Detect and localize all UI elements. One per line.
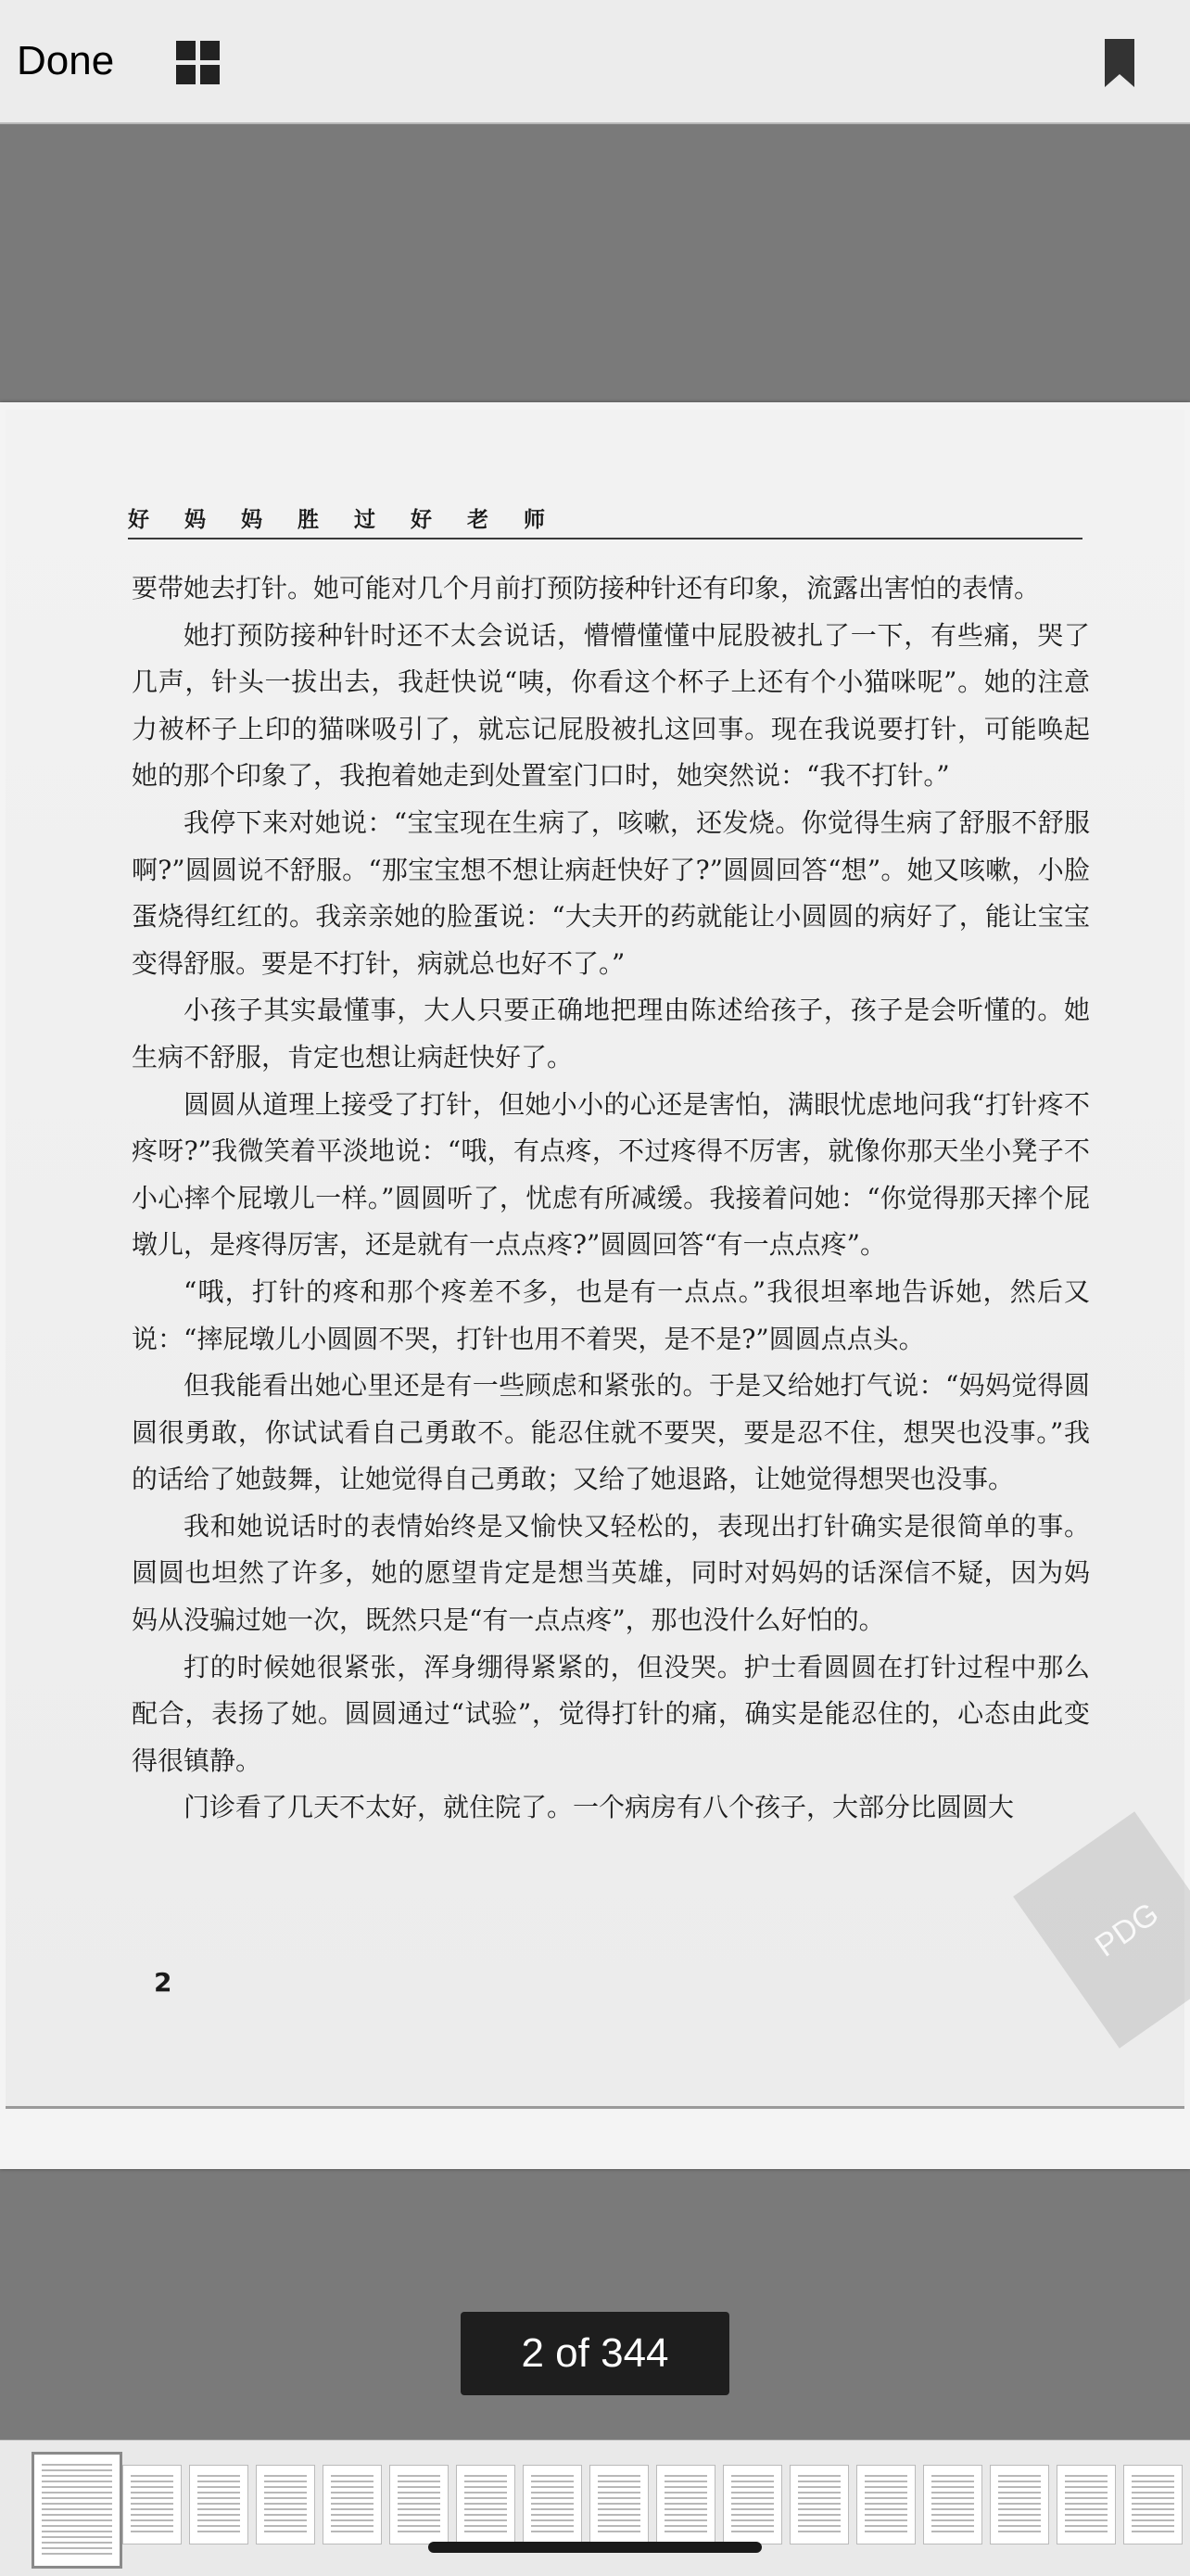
thumbnail-preview: [131, 2475, 173, 2534]
thumbnail-preview: [931, 2475, 974, 2534]
thumbnail[interactable]: [923, 2465, 982, 2544]
scanned-page-image: [6, 410, 1184, 2109]
document-page[interactable]: [0, 402, 1190, 2169]
thumbnail-preview: [665, 2475, 707, 2534]
thumbnail-current[interactable]: [32, 2452, 122, 2569]
page-counter: 2 of 344: [461, 2312, 729, 2395]
grid-icon[interactable]: [176, 41, 221, 85]
body-paragraph: 小孩子其实最懂事，大人只要正确地把理由陈述给孩子，孩子是会听懂的。她生病不舒服，肯定也想让病赶快好了。: [132, 995, 1090, 1072]
thumbnail[interactable]: [723, 2465, 782, 2544]
page-number: 2: [154, 1967, 172, 1998]
thumbnail-preview: [531, 2475, 574, 2534]
thumbnail[interactable]: [656, 2465, 715, 2544]
bookmark-icon-svg: [1103, 37, 1136, 89]
body-paragraph: 她打预防接种针时还不太会说话，懵懵懂懂中屁股被扎了一下，有些痛，哭了几声，针头一拔出去，我赶快说“咦，你看这个杯子上还有个小猫咪呢”。她的注意力被杯子上印的猫咪吸引了，就忘记屁股被扎这回事。现在我说要打针，可能唤起她的那个印象了，我抱着她走到处置室门口时，她突然说：“我不打针。”: [132, 619, 1090, 792]
thumbnail[interactable]: [122, 2465, 182, 2544]
thumbnail-preview: [464, 2475, 507, 2534]
body-paragraph: 我停下来对她说：“宝宝现在生病了，咳嗽，还发烧。你觉得生病了舒服不舒服啊?”圆圆说不舒服。“那宝宝想不想让病赶快好了?”圆圆回答“想”。她又咳嗽，小脸蛋烧得红红的。我亲亲她的脸蛋说：“大夫开的药就能让小圆圆的病好了，能让宝宝变得舒服。要是不打针，病就总也好不了。”: [132, 806, 1090, 979]
thumbnail[interactable]: [790, 2465, 849, 2544]
thumbnail-preview: [1065, 2475, 1108, 2534]
grid-icon-svg: [176, 41, 221, 85]
running-head: 好 妈 妈 胜 过 好 老 师: [128, 507, 560, 532]
thumbnail-preview: [598, 2475, 640, 2534]
thumbnail[interactable]: [323, 2465, 382, 2544]
bookmark-icon[interactable]: [1103, 37, 1136, 89]
thumbnail[interactable]: [1057, 2465, 1116, 2544]
watermark-pdg: PDG: [1013, 1811, 1190, 2049]
thumbnail[interactable]: [389, 2465, 449, 2544]
thumbnail-preview: [331, 2475, 373, 2534]
done-button[interactable]: Done: [17, 38, 115, 83]
thumbnail-preview: [798, 2475, 841, 2534]
thumbnail-preview: [264, 2475, 307, 2534]
body-paragraph: 圆圆从道理上接受了打针，但她小小的心还是害怕，满眼忧虑地问我“打针疼不疼呀?”我微笑着平淡地说：“哦，有点疼，不过疼得不厉害，就像你那天坐小凳子不小心摔个屁墩儿一样。”圆圆听了，忧虑有所减缓。我接着问她：“你觉得那天摔个屁墩儿，是疼得厉害，还是就有一点点疼?”圆圆回答“有一点点疼”。: [132, 1088, 1090, 1261]
home-indicator: [428, 2542, 762, 2553]
top-toolbar: [0, 0, 1190, 124]
thumbnail[interactable]: [589, 2465, 649, 2544]
thumbnail-preview: [42, 2464, 112, 2557]
thumbnail[interactable]: [256, 2465, 315, 2544]
body-paragraph: 打的时候她很紧张，浑身绷得紧紧的，但没哭。护士看圆圆在打针过程中那么配合，表扬了她。圆圆通过“试验”，觉得打针的痛，确实是能忍住的，心态由此变得很镇静。: [132, 1651, 1090, 1776]
body-paragraph: 但我能看出她心里还是有一些顾虑和紧张的。于是又给她打气说：“妈妈觉得圆圆很勇敢，你试试看自己勇敢不。能忍住就不要哭，要是忍不住，想哭也没事。”我的话给了她鼓舞，让她觉得自己勇敢；又给了她退路，让她觉得想哭也没事。: [132, 1370, 1090, 1495]
thumbnail[interactable]: [856, 2465, 916, 2544]
thumbnail-preview: [731, 2475, 774, 2534]
page-body-text: [132, 565, 1090, 1832]
thumbnail-preview: [865, 2475, 907, 2534]
body-paragraph: “哦，打针的疼和那个疼差不多，也是有一点点。”我很坦率地告诉她，然后又说：“摔屁墩儿小圆圆不哭，打针也用不着哭，是不是?”圆圆点点头。: [132, 1275, 1090, 1354]
thumbnail-preview: [1132, 2475, 1174, 2534]
thumbnail-preview: [197, 2475, 240, 2534]
thumbnail-preview: [998, 2475, 1041, 2534]
thumbnail[interactable]: [523, 2465, 582, 2544]
body-paragraph: 要带她去打针。她可能对几个月前打预防接种针还有印象，流露出害怕的表情。: [132, 573, 1041, 603]
thumbnail-strip[interactable]: [0, 2440, 1190, 2576]
thumbnail-preview: [398, 2475, 440, 2534]
body-paragraph: 门诊看了几天不太好，就住院了。一个病房有八个孩子，大部分比圆圆大: [184, 1792, 1015, 1823]
thumbnail[interactable]: [189, 2465, 248, 2544]
header-rule: [128, 538, 1082, 539]
thumbnail[interactable]: [456, 2465, 515, 2544]
thumbnail[interactable]: [1123, 2465, 1183, 2544]
body-paragraph: 我和她说话时的表情始终是又愉快又轻松的，表现出打针确实是很简单的事。圆圆也坦然了许多，她的愿望肯定是想当英雄，同时对妈妈的话深信不疑，因为妈妈从没骗过她一次，既然只是“有一点点疼”，那也没什么好怕的。: [132, 1510, 1090, 1636]
thumbnail[interactable]: [990, 2465, 1049, 2544]
